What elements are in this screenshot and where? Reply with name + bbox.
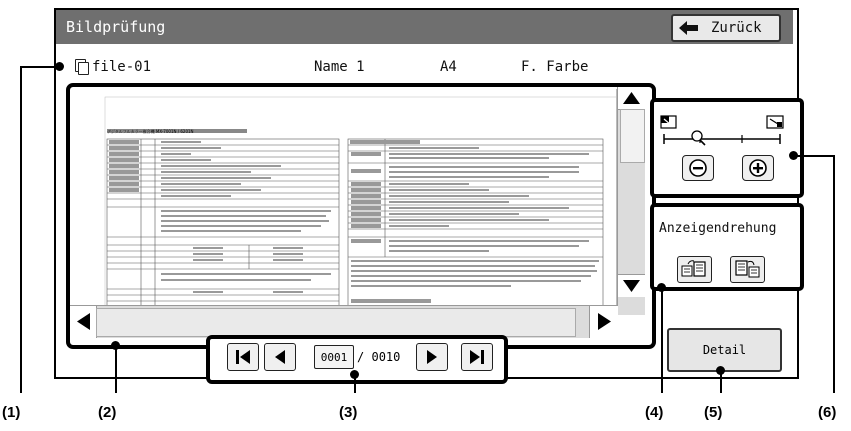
callout-dot-6 [789,151,798,160]
scroll-thumb-vertical[interactable] [620,109,645,163]
total-pages: 0010 [371,350,401,364]
callout-dot-1 [55,62,64,71]
detail-button[interactable]: Detail [667,328,782,372]
user-name: Name 1 [314,59,365,75]
first-page-icon [234,349,252,365]
triangle-up-icon [618,87,645,109]
file-name: file-01 [92,59,152,75]
plus-circle-icon [748,158,768,178]
callout-line-4 [661,287,663,393]
zoom-slider-handle-icon[interactable] [692,131,705,145]
zoom-slider[interactable] [660,114,788,150]
preview-doc-heading: デジタルフルカラー複合機 MX-7001N / 6201N [107,129,194,134]
zoom-in-button[interactable] [742,155,774,181]
callout-dot-2 [111,341,120,350]
callout-label-3: (3) [339,404,358,421]
rotation-label: Anzeigendrehung [659,221,777,236]
last-page-button[interactable] [461,343,493,371]
scroll-thumb-horizontal[interactable] [96,308,576,337]
first-page-button[interactable] [227,343,259,371]
callout-line-2 [115,345,117,393]
rotate-right-button[interactable] [730,256,765,283]
zoom-out-button[interactable] [682,155,714,181]
rotate-right-icon [731,257,764,282]
color-mode: F. Farbe [521,59,589,75]
callout-label-4: (4) [645,404,664,421]
callout-line-1-v [20,66,22,393]
screen-title: Bildprüfung [66,18,166,36]
horizontal-scrollbar[interactable] [70,305,617,338]
back-button-label: Zurück [711,20,762,36]
back-arrow-icon [679,21,699,35]
last-page-icon [468,349,486,365]
callout-label-2: (2) [98,404,117,421]
callout-dot-5 [716,366,725,375]
previous-page-icon [271,349,289,365]
minus-circle-icon [688,158,708,178]
document-preview-graphic [73,89,616,314]
triangle-down-icon [618,275,645,297]
zoom-out-image-icon [661,116,676,128]
previous-page-button[interactable] [264,343,296,371]
page-separator: / 0010 [357,350,401,364]
scroll-up-button[interactable] [618,87,645,110]
scroll-right-button[interactable] [589,306,618,338]
callout-line-1-h [20,66,59,68]
scroll-down-button[interactable] [618,274,645,297]
back-button[interactable] [671,14,781,42]
triangle-left-icon [70,306,96,338]
callout-label-1: (1) [2,404,21,421]
next-page-button[interactable] [416,343,448,371]
callout-dot-3 [350,370,359,379]
current-page-field[interactable]: 0001 [314,345,354,369]
next-page-icon [423,349,441,365]
scroll-left-button[interactable] [70,306,97,338]
rotate-left-icon [678,257,711,282]
vertical-scrollbar[interactable] [617,87,645,315]
callout-label-5: (5) [704,404,723,421]
callout-line-6-v [833,155,835,393]
callout-dot-4 [657,283,666,292]
paper-size: A4 [440,59,457,75]
rotation-panel-frame [650,203,804,291]
preview-image[interactable] [73,89,617,315]
callout-label-6: (6) [818,404,837,421]
rotate-left-button[interactable] [677,256,712,283]
file-icon [74,59,88,75]
triangle-right-icon [590,306,618,338]
zoom-in-image-icon [767,116,783,128]
